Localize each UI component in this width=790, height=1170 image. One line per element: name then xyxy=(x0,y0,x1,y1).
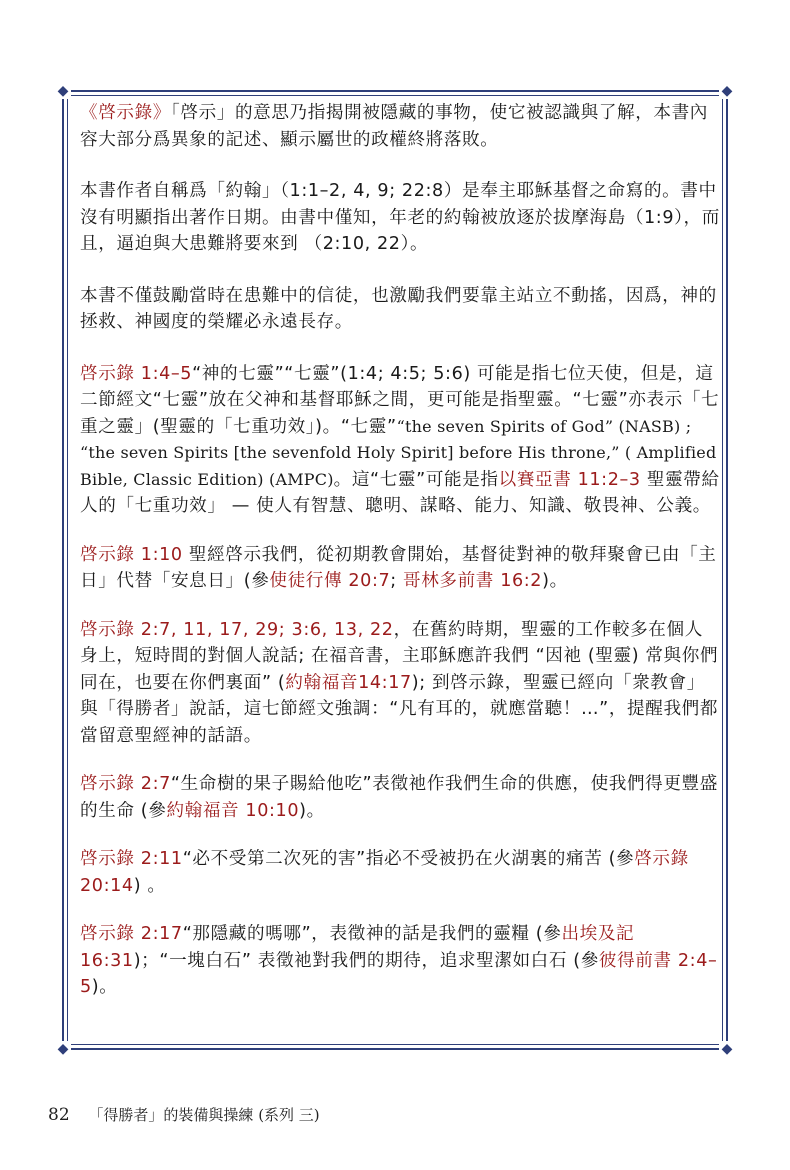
scripture-reference: 哥林多前書 16:2 xyxy=(403,571,543,591)
paragraph-text: ) 。 xyxy=(133,875,166,896)
paragraph-text: 聖靈帶給人的「七重功效」 — 使人有智慧、聰明、謀略、能力、知識、敬畏神、公義。 xyxy=(80,469,720,516)
scripture-reference: 約翰福音 10:10 xyxy=(166,800,300,821)
paragraph-text: 。這“七靈”可能是指 xyxy=(333,469,499,490)
scripture-reference: 啓示錄 20:14 xyxy=(80,849,689,896)
scripture-reference: 啓示錄 2:17 xyxy=(80,924,183,944)
paragraph-text: “the seven Spirits of God” (NASB) ; “the seven Spirits [the sevenfold Holy Spirit] before His throne,” ( Amplified Bible, Classic Edition) (AMPC) xyxy=(80,416,717,489)
corner-ornament: ◆ xyxy=(719,83,735,99)
paragraph-text: 聖經啓示我們，從初期教會開始，基督徒對神的敬拜聚會已由「主日」代替「安息日」(參 xyxy=(80,544,717,591)
paragraph xyxy=(80,283,720,336)
corner-ornament: ◆ xyxy=(55,83,71,99)
scripture-reference: 啓示錄 2:11 xyxy=(80,849,183,869)
paragraph xyxy=(80,921,720,1001)
paragraph-text: 「啓示」的意思乃指揭開被隱藏的事物，使它被認識與了解，本書內容大部分爲異象的記述、顯示屬世的政權終將落敗。 xyxy=(80,103,708,150)
scripture-reference: 使徒行傳 20:7 xyxy=(269,571,391,591)
paragraph-text: )。 xyxy=(299,800,325,821)
scripture-reference: 啓示錄 2:7, 11, 17, 29; 3:6, 13, 22 xyxy=(80,619,394,640)
paragraph-text: )。 xyxy=(542,571,568,591)
corner-ornament: ◆ xyxy=(55,1041,71,1057)
paragraph-text: 本書作者自稱爲「約翰」（1:1–2, 4, 9; 22:8）是奉主耶穌基督之命寫的。書中沒有明顯指出著作日期。由書中僅知，年老的約翰被放逐於拔摩海島（1:9），而且，逼迫與大患難將要來到 （2:10, 22）。 xyxy=(80,181,720,254)
scripture-reference: 出埃及記 16:31 xyxy=(80,924,635,971)
paragraph xyxy=(80,617,720,750)
scripture-reference: 啓示錄 1:10 xyxy=(80,544,183,565)
page-footer xyxy=(48,1104,320,1125)
paragraph xyxy=(80,100,720,153)
paragraph-text: ，在舊約時期，聖靈的工作較多在個人身上，短時間的對個人說話; 在福音書，主耶穌應許我們 “因祂 (聖靈) 常與你們同在，也要在你們裏面” ( xyxy=(80,619,719,693)
paragraph xyxy=(80,771,720,824)
body-text xyxy=(80,100,720,1023)
scripture-reference: 《啓示錄》 xyxy=(80,103,171,123)
paragraph xyxy=(80,542,720,595)
paragraph-text: “神的七靈”“七靈”(1:4; 4:5; 5:6) 可能是指七位天使，但是，這二節經文“七靈”放在父神和基督耶穌之間，更可能是指聖靈。“七靈”亦表示「七重之靈」(聖靈的「七重功效」)。“七靈” xyxy=(80,363,720,437)
paragraph xyxy=(80,178,720,258)
scripture-reference: 啓示錄 1:4–5 xyxy=(80,363,193,384)
scripture-reference: 彼得前書 2:4–5 xyxy=(80,950,718,997)
paragraph xyxy=(80,361,720,520)
paragraph-text: )；“一塊白石” 表徵祂對我們的期待，追求聖潔如白石 (參 xyxy=(133,950,599,971)
paragraph-text: “那隱藏的嗎哪”，表徵神的話是我們的靈糧 (參 xyxy=(182,924,562,944)
scripture-reference: 約翰福音14:17 xyxy=(285,672,412,693)
paragraph-text: )。 xyxy=(91,977,118,997)
scripture-reference: 啓示錄 2:7 xyxy=(80,774,171,794)
paragraph-text: ; xyxy=(390,571,404,591)
paragraph-text: “必不受第二次死的害”指必不受被扔在火湖裏的痛苦 (參 xyxy=(182,849,635,869)
running-book-title: 「得勝者」的裝備與操練 (系列 三) xyxy=(88,1106,320,1124)
paragraph-text: ); 到啓示錄，聖靈已經向「衆教會」與「得勝者」說話，這七節經文強調：“凡有耳的，就應當聽！…”，提醒我們都當留意聖經神的話語。 xyxy=(80,672,719,746)
paragraph-text: “生命樹的果子賜給他吃”表徵祂作我們生命的供應，使我們得更豐盛的生命 (參 xyxy=(80,774,718,821)
page-number: 82 xyxy=(48,1105,70,1125)
paragraph xyxy=(80,846,720,899)
corner-ornament: ◆ xyxy=(719,1041,735,1057)
scripture-reference: 以賽亞書 11:2–3 xyxy=(498,469,641,490)
paragraph-text: 本書不僅鼓勵當時在患難中的信徒，也激勵我們要靠主站立不動搖，因爲，神的拯救、神國度的榮耀必永遠長存。 xyxy=(80,285,717,332)
